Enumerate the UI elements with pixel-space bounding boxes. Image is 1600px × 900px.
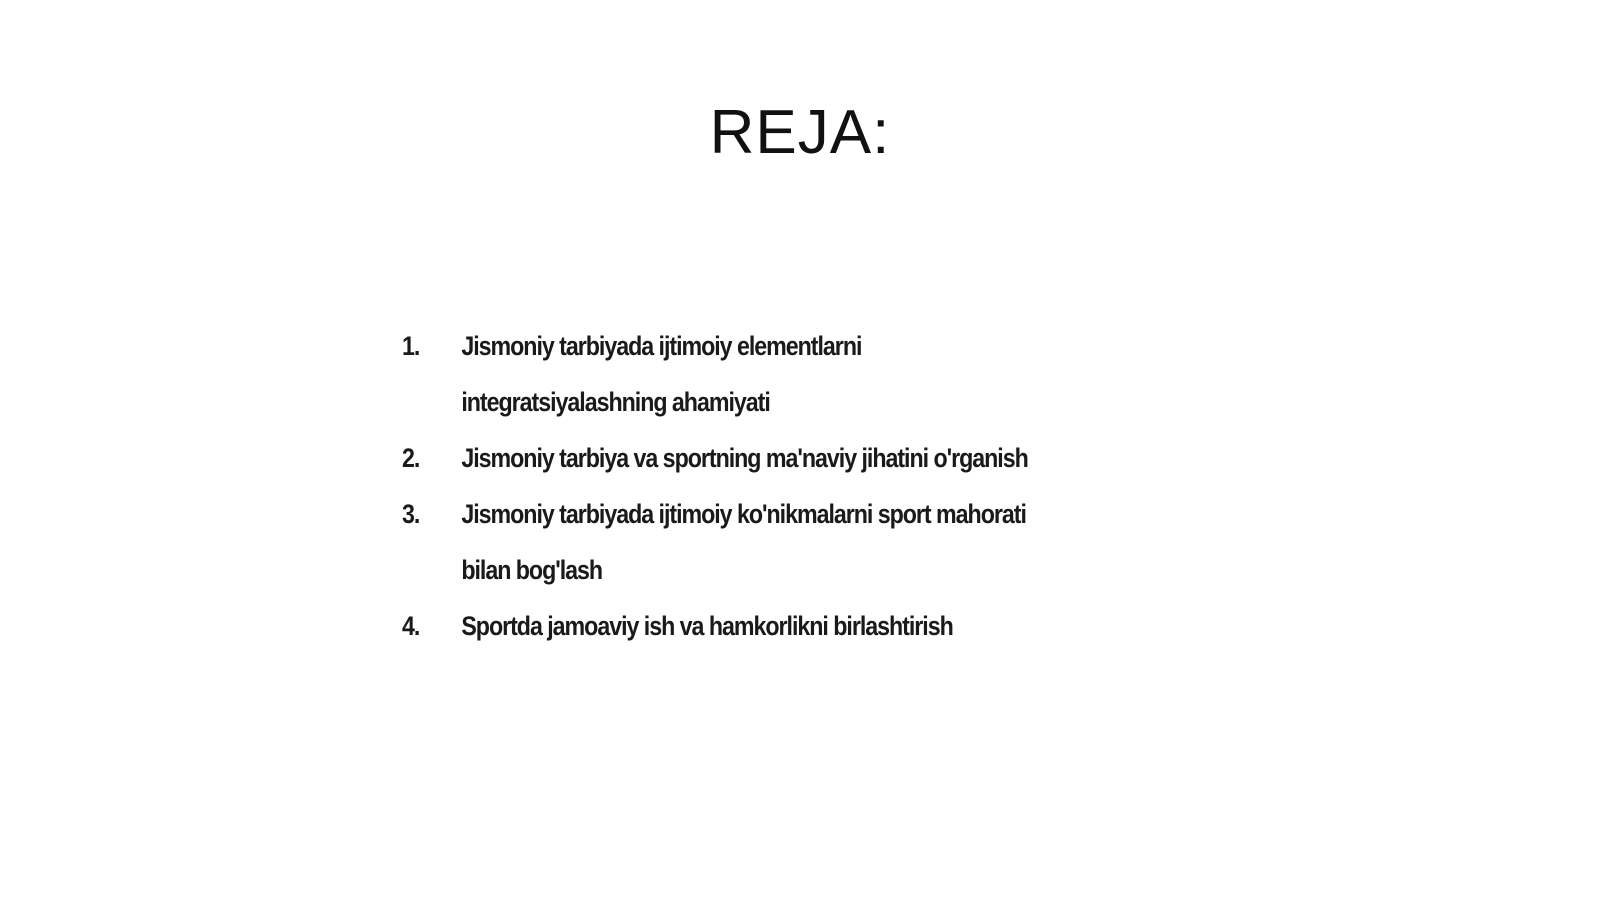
plan-item-line: integratsiyalashning ahamiyati: [461, 387, 770, 417]
plan-item-4: [402, 598, 1159, 654]
plan-item-text: [461, 598, 1158, 654]
plan-item-number: 2.: [402, 443, 420, 473]
plan-item-line: Jismoniy tarbiya va sportning ma'naviy jihatini o'rganish: [461, 443, 1028, 473]
plan-item-line: Sportda jamoaviy ish va hamkorlikni birlashtirish: [461, 611, 953, 641]
plan-item-1: [402, 318, 1159, 430]
plan-item-number: 4.: [402, 611, 420, 641]
plan-item-line: Jismoniy tarbiyada ijtimoiy ko'nikmalarni sport mahorati: [461, 499, 1026, 529]
plan-item-3: [402, 486, 1159, 598]
plan-item-number: 1.: [402, 331, 420, 361]
plan-item-text: [461, 318, 1158, 430]
plan-item-line: bilan bog'lash: [461, 555, 603, 585]
plan-list: [402, 318, 1162, 654]
plan-item-number: 3.: [402, 499, 420, 529]
plan-item-text: [461, 430, 1158, 486]
plan-item-2: [402, 430, 1159, 486]
plan-item-line: Jismoniy tarbiyada ijtimoiy elementlarni: [461, 331, 862, 361]
slide-title: REJA:: [709, 98, 891, 167]
plan-item-text: [461, 486, 1158, 598]
